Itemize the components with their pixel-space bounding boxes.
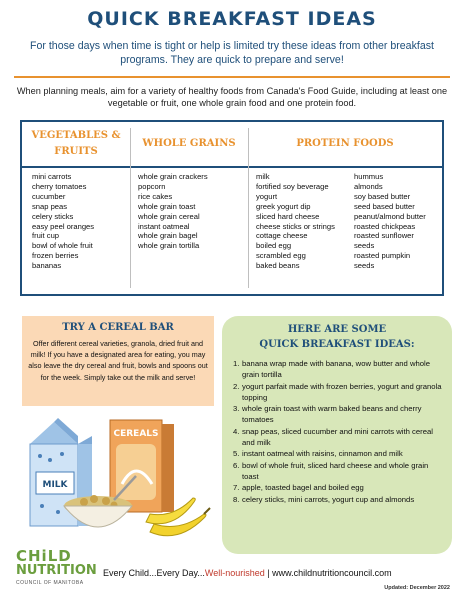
divider xyxy=(14,76,450,78)
idea-number: 7. xyxy=(233,483,240,493)
idea-number: 2. xyxy=(233,381,240,391)
list-item: scrambled egg xyxy=(256,251,306,261)
ideas-title-line2: QUICK BREAKFAST IDEAS: xyxy=(259,339,415,350)
idea-number: 3. xyxy=(233,404,240,414)
ideas-title xyxy=(222,322,452,352)
grains-list xyxy=(138,172,208,251)
list-item: baked beans xyxy=(256,261,300,271)
list-item: instant oatmeal xyxy=(138,221,190,231)
list-item: bowl of whole fruit xyxy=(32,241,93,251)
list-item: fruit cup xyxy=(32,231,60,241)
idea-item xyxy=(233,448,445,459)
page-subtitle: For those days when time is tight or help is limited try these ideas from other breakfast programs. They are quick to prepare and serve! xyxy=(30,40,434,66)
idea-text: yogurt parfait made with frozen berries, yogurt and granola topping xyxy=(242,381,442,402)
logo-council: COUNCIL OF MANITOBA xyxy=(16,580,84,586)
cereal-label: CEREALS xyxy=(113,429,159,439)
idea-text: bowl of whole fruit, sliced hard cheese and whole grain toast xyxy=(242,460,429,481)
idea-item xyxy=(233,460,445,483)
tagline-accent: Well-nourished xyxy=(204,568,265,578)
list-item: sliced hard cheese xyxy=(256,211,320,221)
breakfast-illustration xyxy=(18,414,218,549)
idea-number: 8. xyxy=(233,494,240,504)
idea-text: apple, toasted bagel and boiled egg xyxy=(242,483,364,493)
list-item: cottage cheese xyxy=(256,231,308,241)
list-item: whole grain cereal xyxy=(138,211,200,221)
idea-text: whole grain toast with warm baked beans and cherry tomatoes xyxy=(242,404,422,425)
list-item: fortified soy beverage xyxy=(256,181,329,191)
idea-item xyxy=(233,358,445,381)
list-item: seed based butter xyxy=(354,201,415,211)
idea-item xyxy=(233,381,445,404)
list-item: boiled egg xyxy=(256,241,292,251)
list-item: roasted sunflower xyxy=(354,231,414,241)
protein-list-a xyxy=(256,172,335,271)
list-item: milk xyxy=(256,172,270,181)
list-item: whole grain crackers xyxy=(138,172,208,181)
vegetables-list xyxy=(32,172,94,271)
list-item: whole grain toast xyxy=(138,201,196,211)
idea-item xyxy=(233,426,445,449)
list-item: rice cakes xyxy=(138,191,173,201)
list-item: hummus xyxy=(354,172,384,181)
list-item: cheese sticks or strings xyxy=(256,221,335,231)
protein-list-b xyxy=(354,172,426,271)
list-item: soy based butter xyxy=(354,191,411,201)
idea-number: 6. xyxy=(233,460,240,470)
list-item: roasted pumpkin xyxy=(354,251,411,261)
updated-date: Updated: December 2022 xyxy=(384,585,450,591)
idea-number: 1. xyxy=(233,359,240,368)
cereal-bar-text: Offer different cereal varieties, granola, dried fruit and milk! If you have a designated area for eating, you may also leave the dry cereal and fruit, bowls and spoons out for the week. Simply take out the milk and serve! xyxy=(28,339,208,382)
list-item: frozen berries xyxy=(32,251,79,261)
list-item: peanut/almond butter xyxy=(354,211,426,221)
list-item: roasted chickpeas xyxy=(354,221,416,231)
column-divider xyxy=(130,128,131,288)
list-item: mini carrots xyxy=(32,172,72,181)
table-header xyxy=(22,122,442,168)
idea-number: 4. xyxy=(233,426,240,436)
list-item: popcorn xyxy=(138,181,166,191)
idea-number: 5. xyxy=(233,449,240,459)
idea-text: celery sticks, mini carrots, yogurt cup and almonds xyxy=(242,494,415,504)
list-item: seeds xyxy=(354,241,375,251)
list-item: whole grain tortilla xyxy=(138,241,200,251)
list-item: cherry tomatoes xyxy=(32,181,87,191)
cereal-box-icon xyxy=(110,420,174,512)
logo-nutrition: NUTRITION xyxy=(16,563,97,578)
ideas-list xyxy=(233,358,445,505)
idea-item xyxy=(233,494,445,505)
ideas-title-line1: HERE ARE SOME xyxy=(287,324,387,335)
logo-child: CHiLD xyxy=(16,547,72,565)
header-vegetables-fruits: VEGETABLES & FRUITS xyxy=(31,130,121,157)
list-item: snap peas xyxy=(32,201,68,211)
list-item: easy peel oranges xyxy=(32,221,95,231)
list-item: greek yogurt dip xyxy=(256,201,311,211)
idea-item xyxy=(233,403,445,426)
list-item: celery sticks xyxy=(32,211,74,221)
tagline-start: Every Child...Every Day... xyxy=(103,568,205,578)
idea-text: snap peas, sliced cucumber and mini carrots with cereal and milk xyxy=(242,426,433,448)
food-groups-table xyxy=(20,120,444,296)
column-divider xyxy=(248,128,249,288)
milk-label: MILK xyxy=(42,480,68,490)
tagline-website[interactable]: | www.childnutritioncouncil.com xyxy=(264,568,392,578)
idea-item xyxy=(233,482,445,493)
cereal-bar-title: TRY A CEREAL BAR xyxy=(62,322,174,333)
list-item: whole grain bagel xyxy=(138,231,198,241)
list-item: bananas xyxy=(32,261,62,271)
list-item: seeds xyxy=(354,261,375,271)
header-whole-grains: WHOLE GRAINS xyxy=(142,138,236,149)
intro-text: When planning meals, aim for a variety of healthy foods from Canada's Food Guide, including at least one vegetable or fruit, one whole grain food and one protein food. xyxy=(16,86,448,108)
footer-tagline xyxy=(103,568,392,578)
idea-text: instant oatmeal with raisins, cinnamon and milk xyxy=(242,449,403,459)
list-item: almonds xyxy=(354,181,383,191)
list-item: yogurt xyxy=(256,191,278,201)
header-protein-foods: PROTEIN FOODS xyxy=(296,138,394,149)
list-item: cucumber xyxy=(32,191,66,201)
idea-text: banana wrap made with banana, wow butter and whole grain tortilla xyxy=(242,359,431,380)
page-title: QUICK BREAKFAST IDEAS xyxy=(87,8,377,30)
